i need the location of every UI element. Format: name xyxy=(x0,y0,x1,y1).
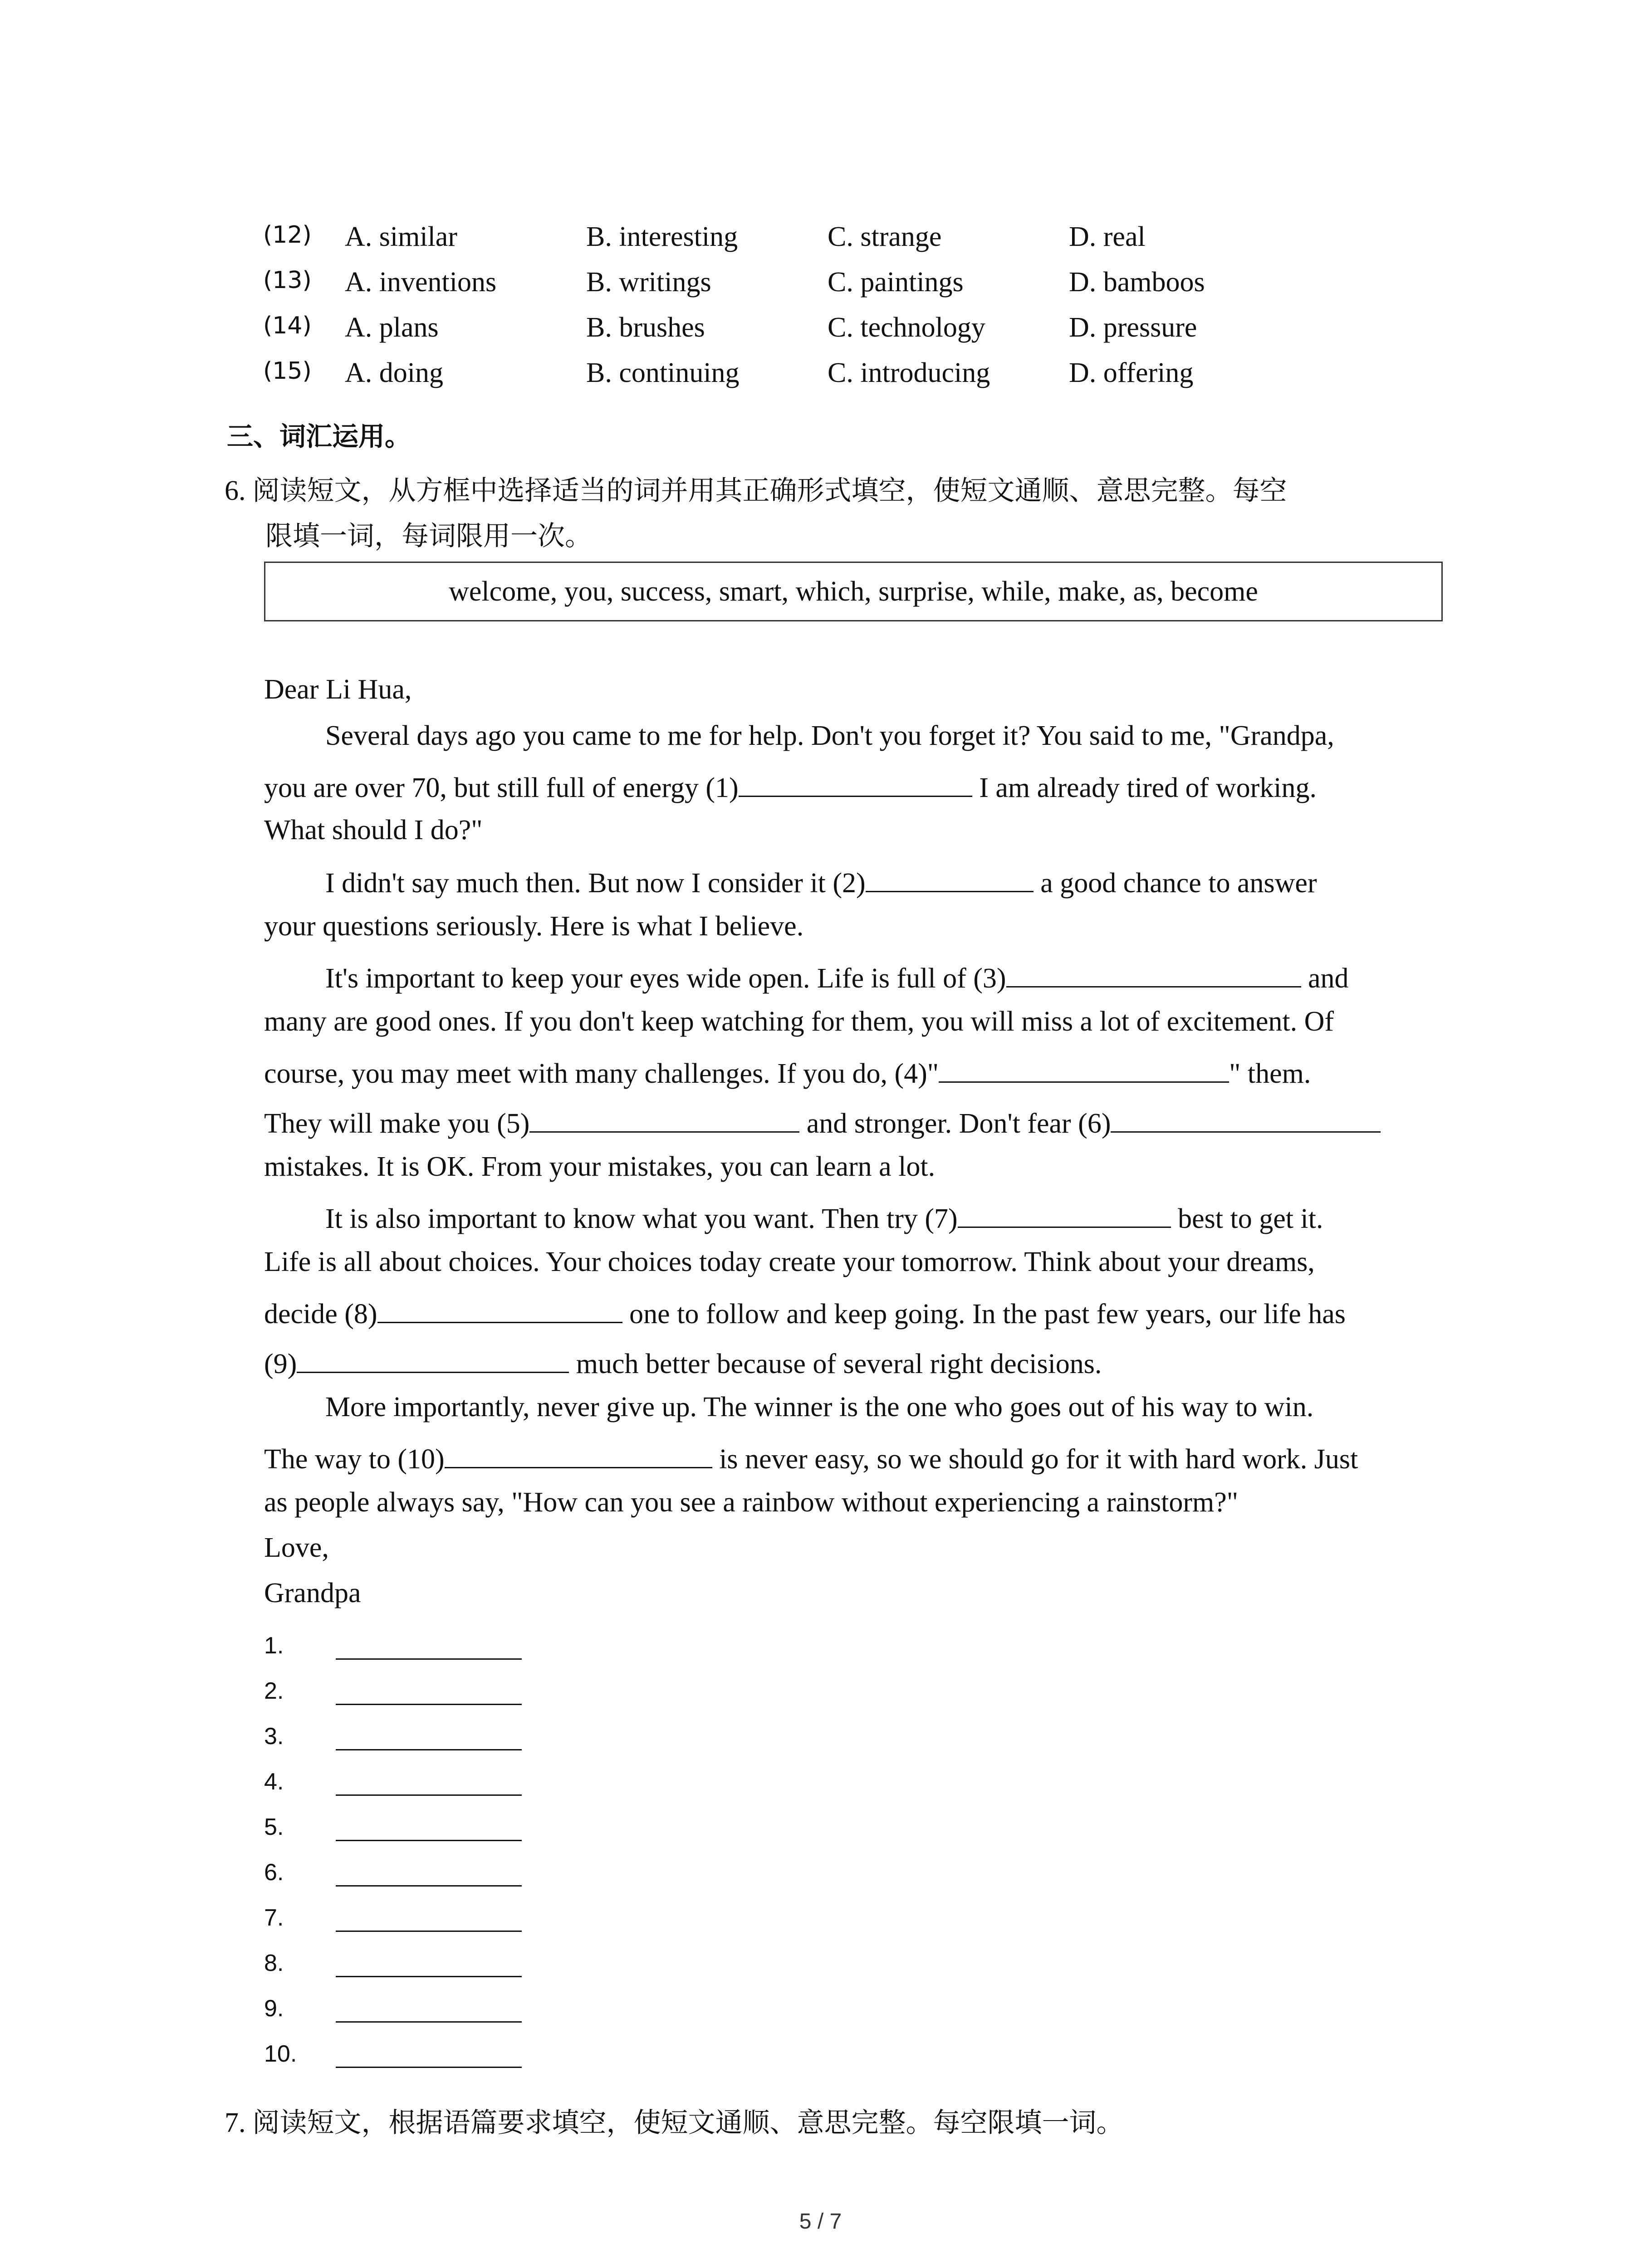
text-segment: I am already tired of working. xyxy=(972,772,1317,803)
text-segment: " them. xyxy=(1229,1058,1311,1089)
option-a: A. plans xyxy=(345,312,439,343)
answer-number: 5. xyxy=(264,1814,284,1840)
blank-8[interactable] xyxy=(377,1294,622,1323)
option-d: D. real xyxy=(1069,221,1146,252)
answer-number: 4. xyxy=(264,1769,284,1795)
paragraph-4-line-4 xyxy=(264,1344,1102,1382)
answer-line-1[interactable] xyxy=(336,1658,522,1660)
option-b: B. brushes xyxy=(586,312,705,343)
text-segment: decide (8) xyxy=(264,1299,377,1330)
paragraph-4-line-1 xyxy=(325,1198,1323,1237)
option-a: A. inventions xyxy=(345,267,497,298)
paragraph-4-line-2: Life is all about choices. Your choices today create your tomorrow. Think about your dreams, xyxy=(264,1246,1315,1277)
instruction-line-2: 限填一词，每词限用一次。 xyxy=(265,520,592,552)
blank-2[interactable] xyxy=(866,863,1034,892)
text-segment: is never easy, so we should go for it with hard work. Just xyxy=(712,1444,1358,1475)
text-segment: It's important to keep your eyes wide open. Life is full of (3) xyxy=(325,963,1006,994)
text-segment: (9) xyxy=(264,1349,297,1379)
option-b: B. writings xyxy=(586,267,711,298)
question-number: (15) xyxy=(263,357,312,385)
instruction-line-1: 阅读短文，从方框中选择适当的词并用其正确形式填空，使短文通顺、意思完整。每空 xyxy=(252,475,1287,507)
answer-number: 10. xyxy=(264,2041,297,2067)
answer-number: 1. xyxy=(264,1633,284,1659)
answer-line-2[interactable] xyxy=(336,1704,522,1705)
text-segment: They will make you (5) xyxy=(264,1108,530,1139)
text-segment: you are over 70, but still full of energy (1) xyxy=(264,772,739,803)
question-number: 6. xyxy=(225,475,246,506)
blank-7[interactable] xyxy=(958,1198,1171,1228)
question-number: (12) xyxy=(263,221,312,249)
question-number: (14) xyxy=(263,312,312,339)
text-segment: I didn't say much then. But now I consider it (2) xyxy=(325,868,866,899)
answer-line-10[interactable] xyxy=(336,2067,522,2068)
paragraph-3-line-3 xyxy=(264,1053,1311,1092)
paragraph-3-line-2: many are good ones. If you don't keep watching for them, you will miss a lot of excitement. Of xyxy=(264,1006,1334,1037)
paragraph-2-line-2: your questions seriously. Here is what I believe. xyxy=(264,911,804,942)
text-segment: one to follow and keep going. In the past few years, our life has xyxy=(622,1299,1346,1330)
letter-greeting: Dear Li Hua, xyxy=(264,674,412,705)
answer-number: 2. xyxy=(264,1678,284,1704)
word-box: welcome, you, success, smart, which, surprise, while, make, as, become xyxy=(264,562,1443,621)
option-c: C. technology xyxy=(828,312,985,343)
paragraph-2-line-1 xyxy=(325,863,1317,901)
text-segment: a good chance to answer xyxy=(1033,868,1317,899)
blank-1[interactable] xyxy=(739,767,972,797)
option-a: A. doing xyxy=(345,357,443,388)
text-segment: course, you may meet with many challenges. If you do, (4)" xyxy=(264,1058,939,1089)
answer-number: 8. xyxy=(264,1950,284,1976)
answer-number: 7. xyxy=(264,1905,284,1931)
question-number: 7. xyxy=(225,2107,246,2138)
question-7-instruction xyxy=(225,2100,1124,2146)
option-a: A. similar xyxy=(345,221,457,252)
answer-line-8[interactable] xyxy=(336,1976,522,1977)
blank-6[interactable] xyxy=(1111,1103,1381,1133)
paragraph-5-line-1: More importantly, never give up. The winner is the one who goes out of his way to win. xyxy=(325,1392,1314,1422)
section-title: 三、词汇运用。 xyxy=(227,421,411,452)
option-d: D. bamboos xyxy=(1069,267,1205,298)
letter-closing: Love, xyxy=(264,1532,329,1563)
paragraph-3-line-4 xyxy=(264,1103,1381,1142)
letter-signature: Grandpa xyxy=(264,1578,361,1608)
answer-line-5[interactable] xyxy=(336,1840,522,1841)
text-segment: and stronger. Don't fear (6) xyxy=(799,1108,1111,1139)
paragraph-1-line-3: What should I do?" xyxy=(264,815,483,846)
option-b: B. continuing xyxy=(586,357,740,388)
answer-number: 9. xyxy=(264,1995,284,2022)
question-6-instruction xyxy=(225,468,1450,559)
paragraph-5-line-2 xyxy=(264,1439,1358,1477)
text-segment: much better because of several right decisions. xyxy=(569,1349,1102,1379)
paragraph-3-line-1 xyxy=(325,958,1349,997)
blank-3[interactable] xyxy=(1006,958,1301,987)
answer-line-7[interactable] xyxy=(336,1931,522,1932)
option-d: D. offering xyxy=(1069,357,1194,388)
text-segment: It is also important to know what you want. Then try (7) xyxy=(325,1203,958,1234)
option-c: C. strange xyxy=(828,221,942,252)
option-b: B. interesting xyxy=(586,221,738,252)
paragraph-1-line-1: Several days ago you came to me for help. Don't you forget it? You said to me, "Grandpa, xyxy=(325,720,1334,751)
paragraph-5-line-3: as people always say, "How can you see a rainbow without experiencing a rainstorm?" xyxy=(264,1487,1239,1518)
text-segment: The way to (10) xyxy=(264,1444,445,1475)
blank-4[interactable] xyxy=(939,1053,1229,1083)
answer-number: 6. xyxy=(264,1859,284,1886)
option-d: D. pressure xyxy=(1069,312,1197,343)
text-segment: best to get it. xyxy=(1171,1203,1323,1234)
paragraph-3-line-5: mistakes. It is OK. From your mistakes, you can learn a lot. xyxy=(264,1151,936,1182)
page-number: 5 / 7 xyxy=(799,2209,842,2234)
question-number: (13) xyxy=(263,267,312,294)
paragraph-1-line-2 xyxy=(264,767,1317,806)
answer-number: 3. xyxy=(264,1723,284,1750)
option-c: C. paintings xyxy=(828,267,964,298)
blank-9[interactable] xyxy=(297,1344,569,1373)
option-c: C. introducing xyxy=(828,357,990,388)
answer-line-9[interactable] xyxy=(336,2021,522,2023)
paragraph-4-line-3 xyxy=(264,1294,1346,1332)
blank-10[interactable] xyxy=(445,1439,712,1468)
answer-line-6[interactable] xyxy=(336,1885,522,1887)
answer-line-3[interactable] xyxy=(336,1749,522,1750)
text-segment: and xyxy=(1301,963,1349,994)
instruction-text: 阅读短文，根据语篇要求填空，使短文通顺、意思完整。每空限填一词。 xyxy=(252,2107,1124,2139)
answer-line-4[interactable] xyxy=(336,1794,522,1796)
blank-5[interactable] xyxy=(529,1103,799,1133)
